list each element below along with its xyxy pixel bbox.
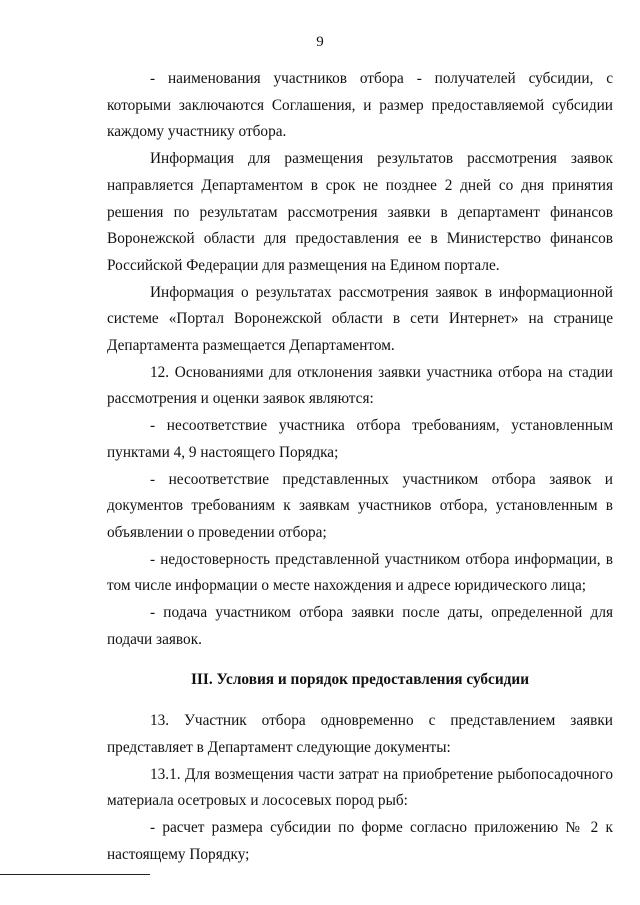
paragraph: - расчет размера субсидии по форме согласно приложению № 2 к настоящему Порядку; bbox=[107, 818, 613, 863]
paragraph: 12. Основаниями для отклонения заявки участника отбора на стадии рассмотрения и оценки заявок являются: bbox=[107, 363, 613, 408]
paragraph: - недостоверность представленной участником отбора информации, в том числе информации о месте нахождения и адресе юридического лица; bbox=[107, 550, 613, 595]
paragraph: Информация о результатах рассмотрения заявок в информационной системе «Портал Воронежской области в сети Интернет» на странице Департамента размещается Департаментом. bbox=[107, 283, 613, 355]
paragraph: 13.1. Для возмещения части затрат на приобретение рыбопосадочного материала осетровых и лососевых пород рыб: bbox=[107, 765, 613, 810]
section-heading: III. Условия и порядок предоставления субсидии bbox=[190, 671, 530, 689]
paragraph: - несоответствие участника отбора требованиям, установленным пунктами 4, 9 настоящего Порядка; bbox=[107, 417, 613, 461]
paragraph: Информация для размещения результатов рассмотрения заявок направляется Департаментом в срок не позднее 2 дней со дня принятия решения по результатам рассмотрения заявки в департамент финансов Воронежской области для предоставления ее в Министерство финансов Российской Федерации для размещения на Едином портале. bbox=[107, 150, 613, 274]
paragraph: - несоответствие представленных участником отбора заявок и документов требованиям к заявкам участников отбора, установленным в объявлении о проведении отбора; bbox=[107, 470, 613, 541]
footer-divider bbox=[0, 874, 150, 875]
paragraph: 13. Участник отбора одновременно с представлением заявки представляет в Департамент следующие документы: bbox=[107, 712, 613, 756]
paragraph: - подача участником отбора заявки после даты, определенной для подачи заявок. bbox=[107, 604, 613, 648]
paragraph: - наименования участников отбора - получателей субсидии, с которыми заключаются Соглашения, и размер предоставляемой субсидии каждому участнику отбора. bbox=[107, 70, 613, 141]
document-body bbox=[107, 66, 613, 868]
page-number: 9 bbox=[316, 34, 324, 50]
